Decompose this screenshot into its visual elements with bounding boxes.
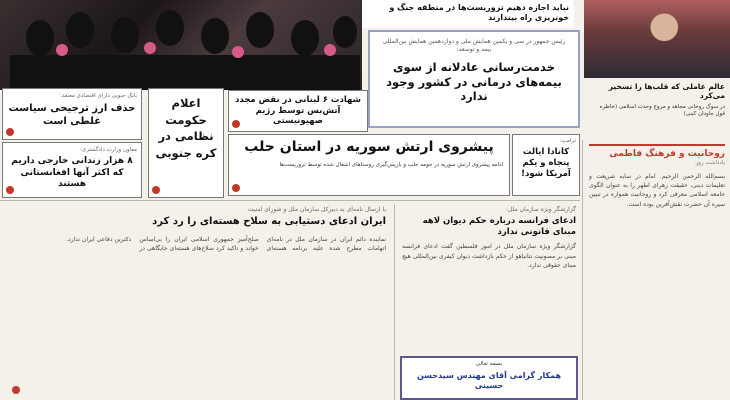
aleppo-story (228, 134, 510, 196)
lower-right-kicker: با ارسال نامه‌ای به دبیرکل سازمان ملل و شورای امنیت (247, 206, 386, 213)
lebanon-story (228, 90, 368, 132)
condolence-label: بسمه تعالی (475, 361, 503, 367)
canada-kicker: ترامپ: (559, 138, 576, 144)
side-column (584, 140, 730, 400)
portrait-story (584, 78, 730, 138)
side-byline: یادداشت روز (695, 160, 725, 167)
left-top-story (2, 88, 142, 140)
canada-headline: کانادا ایالت پنجاه و یکم آمریکا شود! (521, 147, 571, 179)
lower-mid-story (398, 204, 580, 354)
section-marker-icon (152, 186, 160, 194)
portrait-sub: در سوگ روحانی مجاهد و مروج وحدت اسلامی (خاطره قول جاودان کینی) (599, 103, 725, 118)
lower-right-story (8, 204, 390, 400)
aleppo-body: ادامه پیشروی ارتش سوریه در حومه حلب و بازپس‌گیری روستاهای اشغال شده توسط تروریست‌ها (279, 161, 503, 168)
lower-right-headline: ایران ادعای دستیابی به سلاح هسته‌ای را رد کرد (152, 216, 386, 228)
left-top-headline: حذف ارز ترجیحی سیاست غلطی است (8, 103, 136, 127)
korea-story (148, 88, 224, 198)
korea-headline: اعلام حکومت نظامی در کره جنوبی (155, 96, 217, 161)
section-marker-icon (232, 184, 240, 192)
left-mid-story (2, 142, 142, 198)
left-mid-kicker: معاون وزارت دادگستری: (80, 147, 137, 153)
left-top-kicker: بانک جنوبی دارای اقتصادی معتقد: (60, 93, 137, 99)
top-photo-caption: نباید اجازه دهیم تروریست‌ها در منطقه جنگ و خونریزی راه بیندازند (362, 0, 574, 28)
top-photo (0, 0, 362, 90)
section-marker-icon (232, 120, 240, 128)
center-kicker: رئیس جمهور در سی و یکمین همایش ملی و دوازدهمین همایش بین‌المللی بیمه و توسعه: (382, 38, 566, 54)
section-marker-icon (6, 128, 14, 136)
section-marker-icon (6, 186, 14, 194)
section-marker-icon (12, 386, 20, 394)
condolence-name: همکار گرامی آقای مهندس سیدحسن حسینی (416, 371, 562, 391)
left-mid-headline: ۸ هزار زندانی خارجی داریم که اکثر آنها افغانستانی هستند (11, 156, 133, 189)
lower-mid-body: گزارشگر ویژه سازمان ملل در امور فلسطین گفت ادعای فرانسه مبنی بر مصونیت نتانیاهو از حکم بازداشت دیوان کیفری بین‌المللی هیچ مبنای حقوقی ندارد. (402, 243, 576, 269)
condolence-box (400, 356, 578, 400)
center-story (368, 30, 580, 128)
lower-right-body: نماینده دائم ایران در سازمان ملل در نامه‌ای اتهامات مطرح شده علیه برنامه هسته‌ای صلح‌آمیز جمهوری اسلامی ایران را بی‌اساس خواند و تاکید کرد سلاح‌های هسته‌ای جایگاهی در دکترین دفاعی ایران ندارد. (66, 235, 386, 252)
portrait-headline: عالم عاملی که قلب‌ها را تسخیر می‌کرد (608, 82, 725, 101)
side-body: بسم‌الله الرحمن الرحیم. امام در سایه شریعت و تعلیمات دینی، حقیقت زهرای اطهر را به عنوان الگوی جامعه اسلامی معرفی کرد و روحانیت همواره در تبیین سیره آن حضرت نقش‌آفرین بوده است. (589, 172, 725, 208)
center-headline: خدمت‌رسانی عادلانه از سوی بیمه‌های درمانی در کشور وجود ندارد (386, 60, 562, 103)
canada-story (512, 134, 580, 196)
portrait-photo (584, 0, 730, 78)
lower-mid-kicker: گزارشگر ویژه سازمان ملل: (505, 206, 576, 213)
crowd-figures (0, 0, 362, 90)
lower-mid-headline: ادعای فرانسه درباره حکم دیوان لاهه مبنای قانونی ندارد (422, 216, 576, 237)
aleppo-headline: پیشروی ارتش سوریه در استان حلب (244, 139, 494, 155)
side-headline: روحانیت و فرهنگ فاطمی (609, 149, 725, 159)
lebanon-headline: شهادت ۶ لبنانی در نقض مجدد آتش‌بس توسط رژیم صهیونیستی (234, 95, 361, 127)
